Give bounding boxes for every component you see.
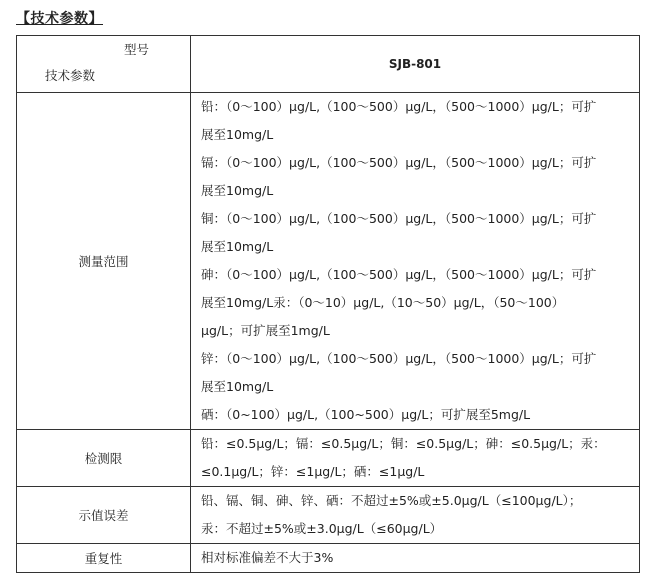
table-row bbox=[17, 93, 640, 430]
range-line: μg/L；可扩展至1mg/L bbox=[201, 323, 330, 338]
header-diagonal-cell bbox=[17, 36, 191, 93]
range-line: 展至10mg/L bbox=[201, 183, 274, 198]
spec-table bbox=[16, 35, 640, 573]
indication-error-value bbox=[191, 487, 640, 544]
repeatability-value bbox=[191, 544, 640, 573]
section-heading: 【技术参数】 bbox=[16, 11, 103, 27]
table-row bbox=[17, 430, 640, 487]
table-row bbox=[17, 487, 640, 544]
model-label: 型号 bbox=[124, 42, 150, 57]
param-label: 技术参数 bbox=[45, 68, 96, 83]
measurement-range-label: 测量范围 bbox=[17, 93, 191, 430]
repeatability-line: 相对标准偏差不大于3% bbox=[201, 550, 334, 565]
range-line: 展至10mg/L bbox=[201, 127, 274, 142]
error-line: 铅、镉、铜、砷、锌、硒：不超过±5%或±5.0μg/L（≤100μg/L）； bbox=[201, 493, 582, 508]
measurement-range-value bbox=[191, 93, 640, 430]
range-line: 展至10mg/L bbox=[201, 379, 274, 394]
table-header-row bbox=[17, 36, 640, 93]
repeatability-label: 重复性 bbox=[17, 544, 191, 573]
model-value: SJB-801 bbox=[191, 36, 640, 93]
range-line: 锌：（0～100）μg/L,（100～500）μg/L，（500～1000）μg/L；可扩 bbox=[201, 351, 597, 366]
range-line: 砷：（0～100）μg/L,（100～500）μg/L，（500～1000）μg/L；可扩 bbox=[201, 267, 597, 282]
error-line: 汞：不超过±5%或±3.0μg/L（≤60μg/L） bbox=[201, 521, 443, 536]
range-line: 硒：（0~100）μg/L,（100~500）μg/L；可扩展至5mg/L bbox=[201, 407, 531, 422]
indication-error-label: 示值误差 bbox=[17, 487, 191, 544]
range-line: 镉：（0～100）μg/L,（100～500）μg/L，（500～1000）μg/L；可扩 bbox=[201, 155, 597, 170]
range-line: 展至10mg/L汞：（0～10）μg/L,（10～50）μg/L，（50～100） bbox=[201, 295, 565, 310]
limit-line: ≤0.1μg/L；锌：≤1μg/L；硒：≤1μg/L bbox=[201, 464, 425, 479]
range-line: 铅：（0～100）μg/L,（100～500）μg/L，（500～1000）μg/L；可扩 bbox=[201, 99, 597, 114]
table-row bbox=[17, 544, 640, 573]
range-line: 展至10mg/L bbox=[201, 239, 274, 254]
limit-line: 铅：≤0.5μg/L；镉：≤0.5μg/L；铜：≤0.5μg/L；砷：≤0.5μg/L；汞： bbox=[201, 436, 606, 451]
detection-limit-label: 检测限 bbox=[17, 430, 191, 487]
range-line: 铜：（0～100）μg/L,（100～500）μg/L，（500～1000）μg/L；可扩 bbox=[201, 211, 597, 226]
detection-limit-value bbox=[191, 430, 640, 487]
